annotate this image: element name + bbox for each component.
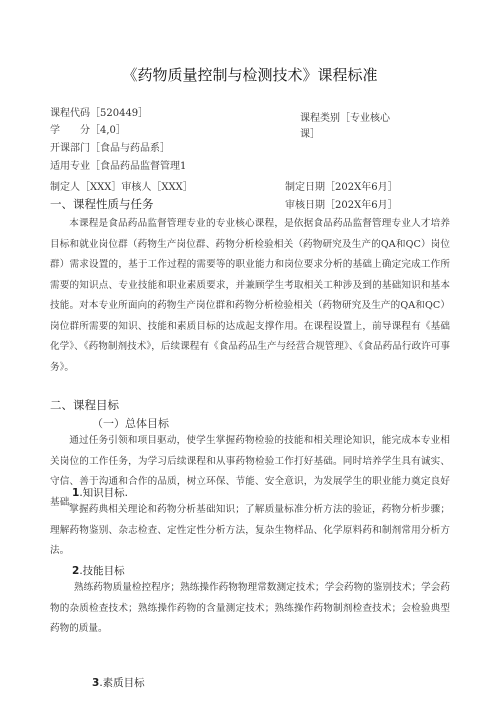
review-date: 审核日期［202X年6月］ bbox=[285, 200, 398, 211]
knowledge-goal-heading bbox=[72, 485, 128, 500]
course-department: 开课部门［食品与药品系］ bbox=[50, 143, 170, 154]
section-paragraph-nature: 本课程是食品药品监督管理专业的专业核心课程，是依据食品药品监督管理专业人才培养目标和就业岗位群（药物生产岗位群、药物分析检验相关（药物研究及生产的QA和QC）岗位群）需求设置的，基于工作过程的需要等的职业能力和岗位要求分析的基础上确定完成工作所需要的知识点、专业技能和职业素质要求，并兼顾学生考取相关工种涉及到的基础知识和基本技能。对本专业所面向的药物生产岗位群和药物分析检验相关（药物研究及生产的QA和QC）岗位群所需要的知识、技能和素质目标的达成起支撑作用。在课程设置上，前导课程有《基础化学》、《药物制剂技术》，后续课程有《食品药品生产与经营合规管理》、《食品药品行政许可事务》。 bbox=[50, 218, 450, 373]
quality-goal-label: .素质目标 bbox=[99, 677, 145, 689]
section-heading-goals: 二、课程目标 bbox=[50, 398, 119, 412]
skill-goal-heading bbox=[72, 563, 125, 578]
skill-goal-label: .技能目标 bbox=[79, 565, 125, 577]
document-title: 《药物质量控制与检测技术》课程标准 bbox=[122, 66, 378, 84]
course-category: 课程类别［专业核心 bbox=[300, 113, 390, 124]
knowledge-goal-label: .知识目标. bbox=[79, 487, 128, 499]
course-credits: 学 分［4,0］ bbox=[50, 125, 126, 136]
skill-goal-text: 熟练药物质量检控程序；熟练操作药物物理常数测定技术；学会药物的鉴别技术；学会药物的杂质检查技术；熟练操作药物的含量测定技术；熟练操作药物制剂检查技术；会检验典型药物的质量。 bbox=[50, 582, 450, 634]
sub-heading-overall: （一）总体目标 bbox=[92, 417, 169, 430]
applicable-major: 适用专业［食品药品监督管理1 bbox=[50, 161, 187, 172]
section-heading-nature: 一、课程性质与任务 bbox=[50, 197, 154, 211]
course-category-cont: 课］ bbox=[300, 129, 320, 140]
quality-goal-number: 3 bbox=[92, 677, 100, 689]
knowledge-goal-text: 掌握药典相关理论和药物分析基础知识；了解质量标准分析方法的验证，药物分析步骤；理解药物鉴别、杂志检查、定性定性分析方法，复杂生物样品、化学原料药和制剂常用分析方法。 bbox=[50, 504, 450, 556]
course-code: 课程代码［520449］ bbox=[50, 108, 149, 119]
made-date: 制定日期［202X年6月］ bbox=[285, 182, 398, 193]
knowledge-goal-number: 1 bbox=[72, 487, 80, 499]
quality-goal-heading bbox=[92, 675, 145, 690]
overall-goal-paragraph: 通过任务引领和项目驱动，使学生掌握药物检验的技能和相关理论知识，能完成本专业相关岗位的工作任务，为学习后续课程和从事药物检验工作打好基础。同时培养学生具有诚实、守信、善于沟通和合作的品质，树立环保、节能、安全意识，为发展学生的职业能力奠定良好基础。 bbox=[50, 435, 450, 508]
course-author: 制定人［XXX］审核人［XXX］ bbox=[50, 182, 193, 193]
skill-goal-number: 2 bbox=[72, 565, 80, 577]
